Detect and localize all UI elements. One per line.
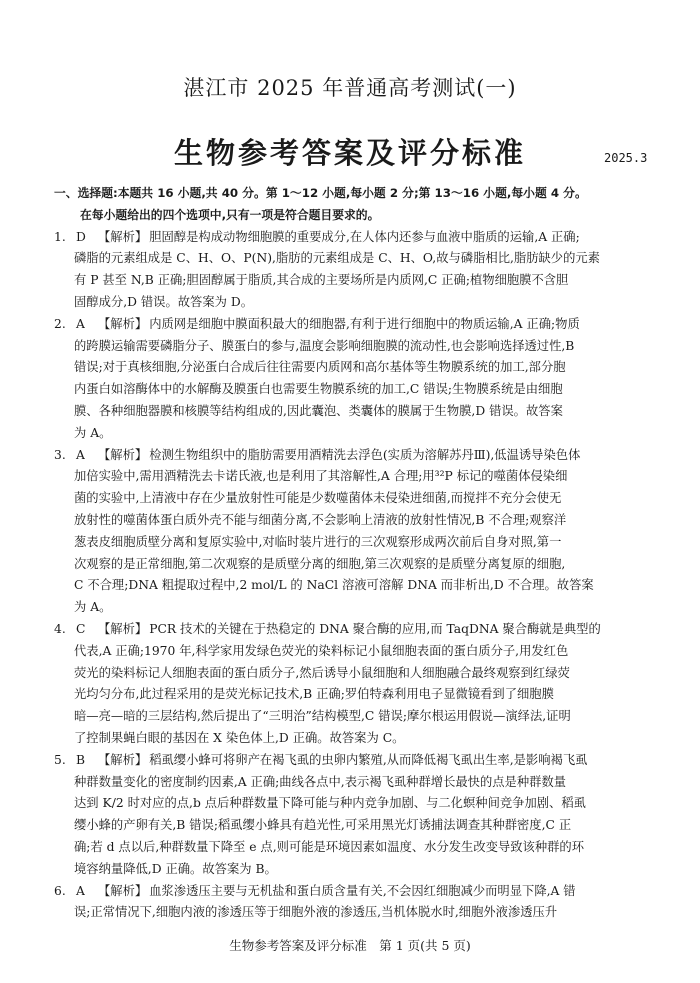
answer-text: 稻虱缨小蜂可将卵产在褐飞虱的虫卵内繁殖,从而降低褐飞虱出生率,是影响褐飞虱 <box>149 752 588 767</box>
analysis-tag: 【解析】 <box>98 752 148 767</box>
answer-line: 误;正常情况下,细胞内液的渗透压等于细胞外液的渗透压,当机体脱水时,细胞外液渗透压升 <box>74 905 558 920</box>
answer-line: 加倍实验中,需用酒精洗去卡诺氏液,也是利用了其溶解性,A 合理;用³²P 标记的噬菌体侵染细 <box>74 469 568 484</box>
analysis-tag: 【解析】 <box>98 883 148 898</box>
answer-line: 暗—亮—暗的三层结构,然后提出了“三明治”结构模型,C 错误;摩尔根运用假说—演绎法,证明 <box>74 709 571 724</box>
section-heading <box>54 183 670 227</box>
analysis-tag: 【解析】 <box>98 447 148 462</box>
answer-line <box>54 227 670 249</box>
answer-text: 内质网是细胞中膜面积最大的细胞器,有利于进行细胞中的物质运输,A 正确;物质 <box>149 316 580 331</box>
answer-line: 荧光的染料标记人细胞表面的蛋白质分子,然后诱导小鼠细胞和人细胞融合最终观察到红绿荧 <box>74 665 570 680</box>
answer-line: 膜、各种细胞器膜和核膜等结构组成的,因此囊泡、类囊体的膜属于生物膜,D 错误。故答案 <box>74 403 563 418</box>
answer-letter: A <box>76 883 85 898</box>
answer-line: 境容纳量降低,D 正确。故答案为 B。 <box>74 861 277 876</box>
question-item <box>54 445 670 619</box>
section-heading-line2: 在每小题给出的四个选项中,只有一项是符合题目要求的。 <box>80 207 380 222</box>
answer-line: 菌的实验中,上清液中存在少量放射性可能是少数噬菌体未侵染进细菌,而搅拌不充分会使无 <box>74 491 562 506</box>
answer-text: 胆固醇是构成动物细胞膜的重要成分,在人体内还参与血液中脂质的运输,A 正确; <box>149 229 580 244</box>
question-number: 1. <box>54 229 66 244</box>
answer-line <box>54 619 670 641</box>
analysis-tag: 【解析】 <box>98 316 148 331</box>
question-number: 6. <box>54 883 66 898</box>
answer-line: 葱表皮细胞质壁分离和复原实验中,对临时装片进行的三次观察形成两次前后自身对照,第一 <box>74 534 562 549</box>
answer-letter: C <box>76 621 86 636</box>
answer-line <box>54 445 670 467</box>
question-number: 3. <box>54 447 66 462</box>
question-list <box>54 227 670 925</box>
question-number: 4. <box>54 621 66 636</box>
answer-line <box>54 314 670 336</box>
answer-line: 放射性的噬菌体蛋白质外壳不能与细菌分离,不会影响上清液的放射性情况,B 不合理;观察洋 <box>74 512 567 527</box>
page-footer: 生物参考答案及评分标准 第 1 页(共 5 页) <box>229 938 471 953</box>
answer-line: 光均匀分布,此过程采用的是荧光标记技术,B 正确;罗伯特森利用电子显微镜看到了细胞膜 <box>74 687 554 702</box>
answer-text: 检测生物组织中的脂肪需要用酒精洗去浮色(实质为溶解苏丹Ⅲ),低温诱导染色体 <box>149 447 581 462</box>
answer-line: 缨小蜂的产卵有关,B 错误;稻虱缨小蜂具有趋光性,可采用黑光灯诱捕法调查其种群密度,C 正 <box>74 818 572 833</box>
answer-line: 错误;对于真核细胞,分泌蛋白合成后往往需要内质网和高尔基体等生物膜系统的加工,部分胞 <box>74 360 566 375</box>
answer-letter: D <box>76 229 86 244</box>
answer-line: 有 P 甚至 N,B 正确;胆固醇属于脂质,其合成的主要场所是内质网,C 正确;植物细胞膜不含胆 <box>74 273 569 288</box>
question-item <box>54 227 670 314</box>
question-item <box>54 314 670 445</box>
exam-title: 湛江市 2025 年普通高考测试(一) <box>183 76 517 100</box>
answer-line: 固醇成分,D 错误。故答案为 D。 <box>74 294 254 309</box>
answer-line: 了控制果蝇白眼的基因在 X 染色体上,D 正确。故答案为 C。 <box>74 730 405 745</box>
answer-letter: A <box>76 447 85 462</box>
document-date: 2025.3 <box>604 151 648 165</box>
answer-line: 内蛋白如溶酶体中的水解酶及膜蛋白也需要生物膜系统的加工,C 错误;生物膜系统是由细胞 <box>74 382 563 397</box>
answer-line: 达到 K/2 时对应的点,b 点后种群数量下降可能与种内竞争加剧、与二化螟种间竞争加剧、稻虱 <box>74 796 586 811</box>
answer-letter: B <box>76 752 86 767</box>
analysis-tag: 【解析】 <box>98 621 148 636</box>
answer-line <box>54 881 670 903</box>
document-title: 生物参考答案及评分标准 <box>173 136 526 170</box>
answer-line: 为 A。 <box>74 600 112 615</box>
answer-line: C 不合理;DNA 粗提取过程中,2 mol/L 的 NaCl 溶液可溶解 DNA 而非析出,D 不合理。故答案 <box>74 578 594 593</box>
answer-text: 血浆渗透压主要与无机盐和蛋白质含量有关,不会因红细胞减少而明显下降,A 错 <box>149 883 576 898</box>
question-number: 5. <box>54 752 66 767</box>
question-item <box>54 750 670 881</box>
answer-line: 磷脂的元素组成是 C、H、O、P(N),脂肪的元素组成是 C、H、O,故与磷脂相比,脂肪缺少的元素 <box>74 251 600 266</box>
question-number: 2. <box>54 316 66 331</box>
analysis-tag: 【解析】 <box>98 229 148 244</box>
answer-line <box>54 750 670 772</box>
answer-line: 种群数量变化的密度制约因素,A 正确;曲线各点中,表示褐飞虱种群增长最快的点是种群数量 <box>74 774 567 789</box>
question-item <box>54 619 670 750</box>
answer-line: 的跨膜运输需要磷脂分子、膜蛋白的参与,温度会影响细胞膜的流动性,也会影响选择透过性,B <box>74 338 575 353</box>
answer-letter: A <box>76 316 85 331</box>
answer-line: 次观察的是正常细胞,第二次观察的是质壁分离的细胞,第三次观察的是质壁分离复原的细胞, <box>74 556 566 571</box>
answer-line: 确;若 d 点以后,种群数量下降至 e 点,则可能是环境因素如温度、水分发生改变导致该种群的环 <box>74 839 585 854</box>
section-heading-line1: 一、选择题:本题共 16 小题,共 40 分。第 1～12 小题,每小题 2 分;第 13～16 小题,每小题 4 分。 <box>54 186 587 200</box>
content <box>54 183 670 924</box>
answer-text: PCR 技术的关键在于热稳定的 DNA 聚合酶的应用,而 TaqDNA 聚合酶就是典型的 <box>149 621 601 636</box>
answer-line: 代表,A 正确;1970 年,科学家用发绿色荧光的染料标记小鼠细胞表面的蛋白质分子,用发红色 <box>74 643 569 658</box>
question-item <box>54 881 670 925</box>
answer-line: 为 A。 <box>74 425 112 440</box>
